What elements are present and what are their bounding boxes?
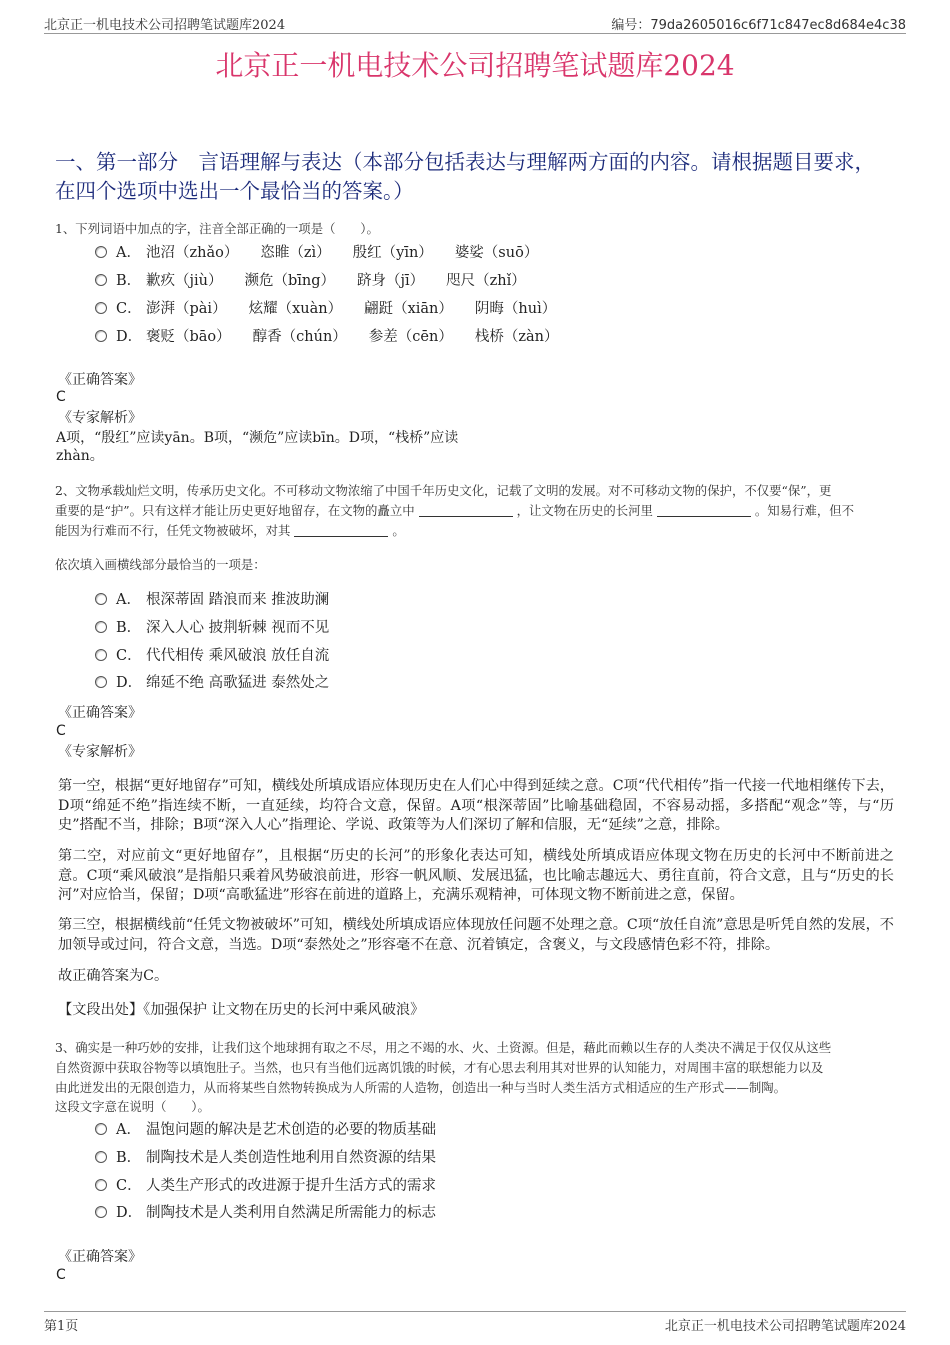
q2-answer-label: 《正确答案》	[58, 705, 142, 721]
footer-doc-title: 北京正一机电技术公司招聘笔试题库2024	[664, 1319, 906, 1334]
q1-option-d[interactable]: D． 褒贬（bāo） 醇香（chún） 参差（cēn） 栈桥（zàn）	[95, 326, 580, 348]
q2-analysis-para2: 第二空，对应前文“更好地留存”，且根据“历史的长河”的形象化表达可知，横线处所填成语应体现文物在历史的长河中不断前进之意。C项“乘风破浪”是指船只乘着风势破浪前进，形容一帆风顺、发展迅猛，也比喻志趣远大、勇往直前，符合文意，且与“历史的长河”对应恰当，保留；D项“高歌猛进”形容在前进的道路上，充满乐观精神，可体现文物不断前进之意，保留。	[58, 848, 894, 903]
q1-option-a[interactable]: A． 池沼（zhǎo） 恣睢（zì） 殷红（yīn） 婆娑（suō）	[95, 242, 560, 264]
section-heading: 一、第一部分 言语理解与表达（本部分包括表达与理解两方面的内容。请根据题目要求，在四个选项中选出一个最恰当的答案。）	[55, 150, 875, 203]
q1-stem: 1、下列词语中加点的字，注音全部正确的一项是（ ）。	[55, 221, 379, 236]
radio-icon[interactable]	[95, 302, 107, 314]
q2-analysis-para3: 第三空，根据横线前“任凭文物被破坏”可知，横线处所填成语应体现放任问题不处理之意。C项“放任自流”意思是听凭自然的发展，不加领导或过问，符合文意，当选。D项“泰然处之”形容毫不在意、沉着镇定，含褒义，与文段感情色彩不符，排除。	[58, 917, 894, 953]
radio-icon[interactable]	[95, 246, 107, 258]
q2-option-c[interactable]: C． 代代相传 乘风破浪 放任自流	[95, 645, 329, 667]
q2-analysis-label: 《专家解析》	[58, 744, 142, 760]
fill-blank-1	[419, 504, 513, 517]
q2-prompt: 依次填入画横线部分最恰当的一项是：	[55, 557, 266, 572]
q1-analysis-line2: zhàn。	[56, 448, 104, 464]
header-divider	[44, 33, 906, 34]
radio-icon[interactable]	[95, 649, 107, 661]
q2-option-b[interactable]: B． 深入人心 披荆斩棘 视而不见	[95, 617, 329, 639]
q3-answer: C	[56, 1267, 66, 1283]
q3-answer-label: 《正确答案》	[58, 1249, 142, 1265]
radio-icon[interactable]	[95, 330, 107, 342]
header-doc-title: 北京正一机电技术公司招聘笔试题库2024	[44, 18, 286, 33]
q1-analysis-label: 《专家解析》	[58, 410, 142, 426]
radio-icon[interactable]	[95, 274, 107, 286]
q1-answer: C	[56, 389, 66, 405]
fill-blank-3	[294, 524, 388, 537]
footer-divider	[44, 1311, 906, 1312]
page-title: 北京正一机电技术公司招聘笔试题库2024	[215, 49, 735, 82]
radio-icon[interactable]	[95, 1123, 107, 1135]
footer-page-number: 第1页	[44, 1319, 79, 1334]
q3-option-c[interactable]: C． 人类生产形式的改进源于提升生活方式的需求	[95, 1175, 436, 1197]
q2-analysis-conclusion: 故正确答案为C。	[58, 968, 169, 984]
q2-stem: 2、文物承载灿烂文明，传承历史文化。不可移动文物浓缩了中国千年历史文化，记载了文明的发展。对不可移动文物的保护，不仅要“保”，更 重要的是“护”。只有这样才能让历史更好地留存，在文物的矗立中 ，让文物在历史的长河里 。知易行难，但不 能因为行难而不行，任凭文物被破坏，对其 。	[55, 483, 855, 538]
q2-option-d[interactable]: D． 绵延不绝 高歌猛进 泰然处之	[95, 672, 329, 694]
q2-option-a[interactable]: A． 根深蒂固 踏浪而来 推波助澜	[95, 589, 329, 611]
q3-option-a[interactable]: A． 温饱问题的解决是艺术创造的必要的物质基础	[95, 1119, 436, 1141]
radio-icon[interactable]	[95, 593, 107, 605]
radio-icon[interactable]	[95, 676, 107, 688]
q3-option-b[interactable]: B． 制陶技术是人类创造性地利用自然资源的结果	[95, 1147, 436, 1169]
radio-icon[interactable]	[95, 1151, 107, 1163]
q3-stem: 3、确实是一种巧妙的安排，让我们这个地球拥有取之不尽，用之不竭的水、火、土资源。但是，藉此而赖以生存的人类决不满足于仅仅从这些 自然资源中获取谷物等以填饱肚子。当然，也只有当他们远离饥饿的时候，才有心思去利用其对世界的认知能力，对周围丰富的联想能力以及 由此迸发出的无限创造力，从而将某些自然物转换成为人所需的人造物，创造出一种与当时人类生活方式相适应的生产形式——制陶。 这段文字意在说明（ ）。	[55, 1040, 832, 1114]
q3-option-d[interactable]: D． 制陶技术是人类利用自然满足所需能力的标志	[95, 1202, 436, 1224]
q2-source: 【文段出处】《加强保护 让文物在历史的长河中乘风破浪》	[58, 1002, 425, 1018]
radio-icon[interactable]	[95, 1206, 107, 1218]
q2-analysis-para1: 第一空，根据“更好地留存”可知，横线处所填成语应体现历史在人们心中得到延续之意。C项“代代相传”指一代接一代地相继传下去，D项“绵延不绝”指连续不断，一直延续，均符合文意，保留。A项“根深蒂固”比喻基础稳固，不容易动摇，多搭配“观念”等，与“历史”搭配不当，排除；B项“深入人心”指理论、学说、政策等为人们深切了解和信服，无“延续”之意，排除。	[58, 778, 894, 833]
radio-icon[interactable]	[95, 621, 107, 633]
q1-answer-label: 《正确答案》	[58, 372, 142, 388]
q2-answer: C	[56, 723, 66, 739]
header-doc-id: 编号：79da2605016c6f71c847ec8d684e4c38	[611, 18, 906, 33]
radio-icon[interactable]	[95, 1179, 107, 1191]
q1-analysis-line1: A项，“殷红”应读yān。B项，“濒危”应读bīn。D项，“栈桥”应读	[56, 430, 459, 446]
fill-blank-2	[657, 504, 751, 517]
q1-option-c[interactable]: C． 澎湃（pài） 炫耀（xuàn） 翩跹（xiān） 阴晦（huì）	[95, 298, 578, 320]
q1-option-b[interactable]: B． 歉疚（jiù） 濒危（bīng） 跻身（jī） 咫尺（zhǐ）	[95, 270, 548, 292]
